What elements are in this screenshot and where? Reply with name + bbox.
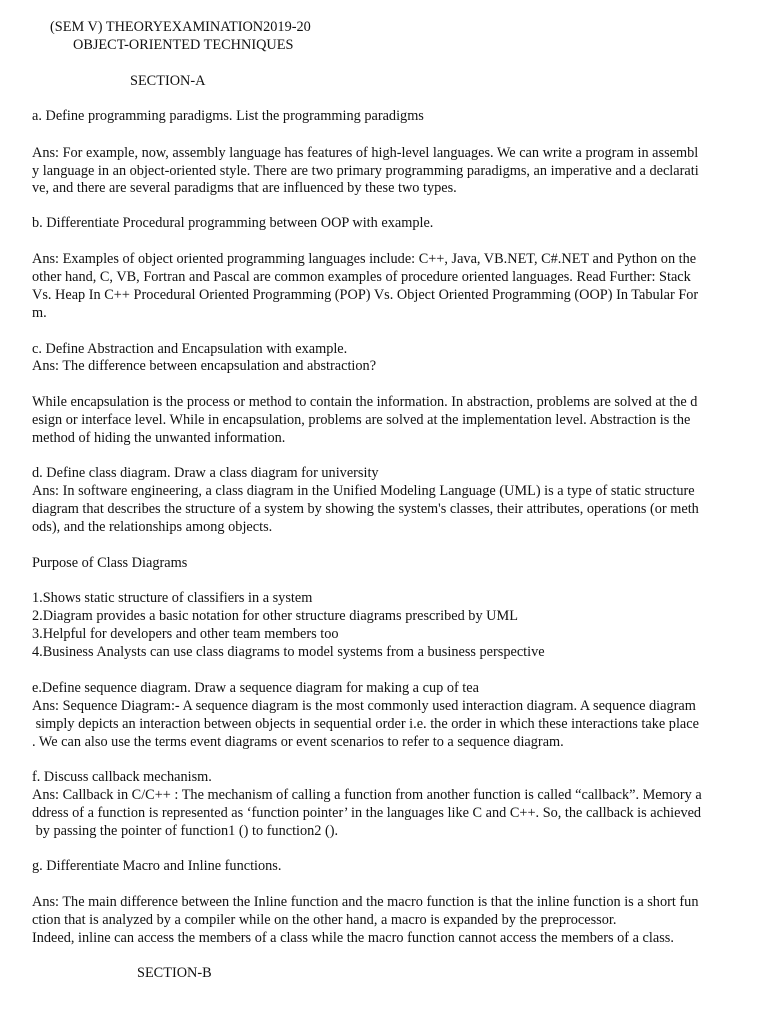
question-d: d. Define class diagram. Draw a class diagram for university: [32, 465, 379, 481]
answer-e-line: Ans: Sequence Diagram:- A sequence diagram is the most commonly used interaction diagram. A sequence diagram: [32, 698, 696, 714]
answer-b-line: Ans: Examples of object oriented programming languages include: C++, Java, VB.NET, C#.NET and Python on the: [32, 251, 697, 267]
section-a-heading: SECTION-A: [130, 73, 206, 89]
answer-g-line: Indeed, inline can access the members of a class while the macro function cannot access the members of a class.: [32, 930, 674, 946]
answer-g-line: ction that is analyzed by a compiler while on the other hand, a macro is expanded by the preprocessor.: [32, 912, 617, 928]
answer-b-line: other hand, C, VB, Fortran and Pascal are common examples of procedure oriented languages. Read Further: Stack: [32, 269, 691, 285]
question-b: b. Differentiate Procedural programming between OOP with example.: [32, 215, 434, 231]
answer-g-line: Ans: The main difference between the Inline function and the macro function is that the inline function is a short fun: [32, 894, 699, 910]
answer-a-line: y language in an object-oriented style. There are two primary programming paradigms, an imperative and a declarati: [32, 163, 699, 179]
answer-c-line: method of hiding the unwanted information.: [32, 430, 286, 446]
exam-title: (SEM V) THEORYEXAMINATION2019-20: [50, 19, 311, 35]
purpose-item: 4.Business Analysts can use class diagrams to model systems from a business perspective: [32, 644, 545, 660]
subject-title: OBJECT-ORIENTED TECHNIQUES: [73, 37, 294, 53]
section-b-heading: SECTION-B: [137, 965, 212, 981]
answer-e-line: simply depicts an interaction between objects in sequential order i.e. the order in which these interactions take place: [32, 716, 699, 732]
purpose-item: 2.Diagram provides a basic notation for other structure diagrams prescribed by UML: [32, 608, 518, 624]
answer-f-line: Ans: Callback in C/C++ : The mechanism of calling a function from another function is called “callback”. Memory a: [32, 787, 702, 803]
answer-f-line: by passing the pointer of function1 () to function2 ().: [32, 823, 339, 839]
question-c: c. Define Abstraction and Encapsulation with example.: [32, 341, 348, 357]
answer-b-line: m.: [32, 305, 47, 321]
answer-c-intro: Ans: The difference between encapsulation and abstraction?: [32, 358, 377, 374]
answer-a-line: ve, and there are several paradigms that are influenced by these two types.: [32, 180, 457, 196]
question-e: e.Define sequence diagram. Draw a sequence diagram for making a cup of tea: [32, 680, 479, 696]
answer-a-line: Ans: For example, now, assembly language has features of high-level languages. We can write a program in assembl: [32, 145, 699, 161]
answer-e-line: . We can also use the terms event diagrams or event scenarios to refer to a sequence diagram.: [32, 734, 564, 750]
answer-b-line: Vs. Heap In C++ Procedural Oriented Programming (POP) Vs. Object Oriented Programming (OOP) In Tabular For: [32, 287, 699, 303]
purpose-item: 3.Helpful for developers and other team members too: [32, 626, 339, 642]
answer-d-line: ods), and the relationships among objects.: [32, 519, 273, 535]
answer-f-line: ddress of a function is represented as ‘function pointer’ in the languages like C and C++. So, the callback is achieved: [32, 805, 702, 821]
purpose-item: 1.Shows static structure of classifiers in a system: [32, 590, 313, 606]
question-g: g. Differentiate Macro and Inline functions.: [32, 858, 282, 874]
answer-c-line: While encapsulation is the process or method to contain the information. In abstraction, problems are solved at the d: [32, 394, 698, 410]
purpose-heading: Purpose of Class Diagrams: [32, 555, 188, 571]
question-a: a. Define programming paradigms. List the programming paradigms: [32, 108, 424, 124]
answer-d-line: Ans: In software engineering, a class diagram in the Unified Modeling Language (UML) is a type of static structure: [32, 483, 695, 499]
answer-d-line: diagram that describes the structure of a system by showing the system's classes, their attributes, operations (or meth: [32, 501, 699, 517]
question-f: f. Discuss callback mechanism.: [32, 769, 212, 785]
answer-c-line: esign or interface level. While in encapsulation, problems are solved at the implementation level. Abstraction is the: [32, 412, 691, 428]
